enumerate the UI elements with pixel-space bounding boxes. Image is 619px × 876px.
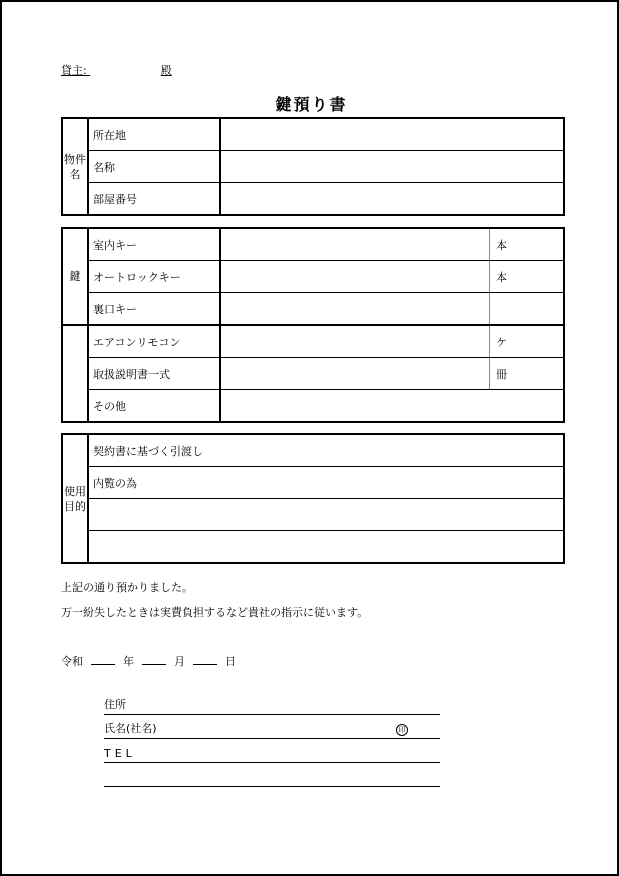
address-line[interactable] bbox=[104, 697, 440, 715]
date-line bbox=[61, 653, 236, 669]
property-value-room[interactable] bbox=[220, 183, 564, 216]
purpose-row[interactable] bbox=[88, 531, 564, 564]
landlord-label: 貸主: bbox=[61, 64, 87, 77]
landlord-line bbox=[61, 62, 172, 78]
year-blank[interactable] bbox=[91, 654, 115, 665]
tel-label: TEL bbox=[104, 747, 136, 760]
unit-label: 本 bbox=[496, 271, 507, 284]
keys-category: 鍵 bbox=[62, 228, 88, 325]
landlord-blank[interactable] bbox=[87, 64, 161, 77]
accessory-value-other[interactable] bbox=[220, 390, 564, 423]
day-blank[interactable] bbox=[193, 654, 217, 665]
date-year: 年 bbox=[123, 655, 134, 668]
key-label-indoor: 室内キー bbox=[88, 228, 220, 261]
accessory-value-remote[interactable] bbox=[220, 325, 564, 358]
seal-icon: 印 bbox=[396, 724, 408, 736]
accessory-label-remote: エアコンリモコン bbox=[88, 325, 220, 358]
purpose-row[interactable] bbox=[88, 499, 564, 531]
key-label-autolock: オートロックキー bbox=[88, 261, 220, 293]
key-value-autolock[interactable] bbox=[220, 261, 564, 293]
property-label-address: 所在地 bbox=[88, 118, 220, 151]
unit-label: ケ bbox=[496, 336, 507, 349]
name-label: 氏名(社名) bbox=[104, 722, 157, 735]
accessory-label-manual: 取扱説明書一式 bbox=[88, 358, 220, 390]
landlord-suffix: 殿 bbox=[160, 64, 172, 77]
property-label-name: 名称 bbox=[88, 151, 220, 183]
property-label-room: 部屋番号 bbox=[88, 183, 220, 216]
purpose-table bbox=[61, 433, 565, 564]
month-blank[interactable] bbox=[142, 654, 166, 665]
purpose-row[interactable]: 契約書に基づく引渡し bbox=[88, 434, 564, 467]
unit-label: 本 bbox=[496, 239, 507, 252]
purpose-row[interactable]: 内覧の為 bbox=[88, 467, 564, 499]
property-value-address[interactable] bbox=[220, 118, 564, 151]
property-category: 物件名 bbox=[62, 118, 88, 215]
key-label-backdoor: 裏口キー bbox=[88, 293, 220, 326]
property-value-name[interactable] bbox=[220, 151, 564, 183]
address-label: 住所 bbox=[104, 698, 126, 711]
date-day: 日 bbox=[225, 655, 236, 668]
document-title: 鍵預り書 bbox=[275, 95, 348, 114]
accessory-value-manual[interactable] bbox=[220, 358, 564, 390]
accessories-category bbox=[62, 325, 88, 422]
date-era: 令和 bbox=[61, 655, 83, 668]
key-value-backdoor[interactable] bbox=[220, 293, 564, 326]
statement-received: 上記の通り預かりました。 bbox=[61, 581, 193, 594]
blank-line[interactable] bbox=[104, 769, 440, 787]
date-month: 月 bbox=[174, 655, 185, 668]
key-value-indoor[interactable] bbox=[220, 228, 564, 261]
accessory-label-other: その他 bbox=[88, 390, 220, 423]
name-line[interactable] bbox=[104, 721, 440, 739]
tel-line[interactable] bbox=[104, 745, 440, 763]
statement-liability: 万一紛失したときは実費負担するなど貴社の指示に従います。 bbox=[61, 606, 369, 619]
purpose-category: 使用目的 bbox=[62, 434, 88, 563]
unit-label: 冊 bbox=[496, 368, 507, 381]
keys-table bbox=[61, 227, 565, 423]
property-table bbox=[61, 117, 565, 216]
